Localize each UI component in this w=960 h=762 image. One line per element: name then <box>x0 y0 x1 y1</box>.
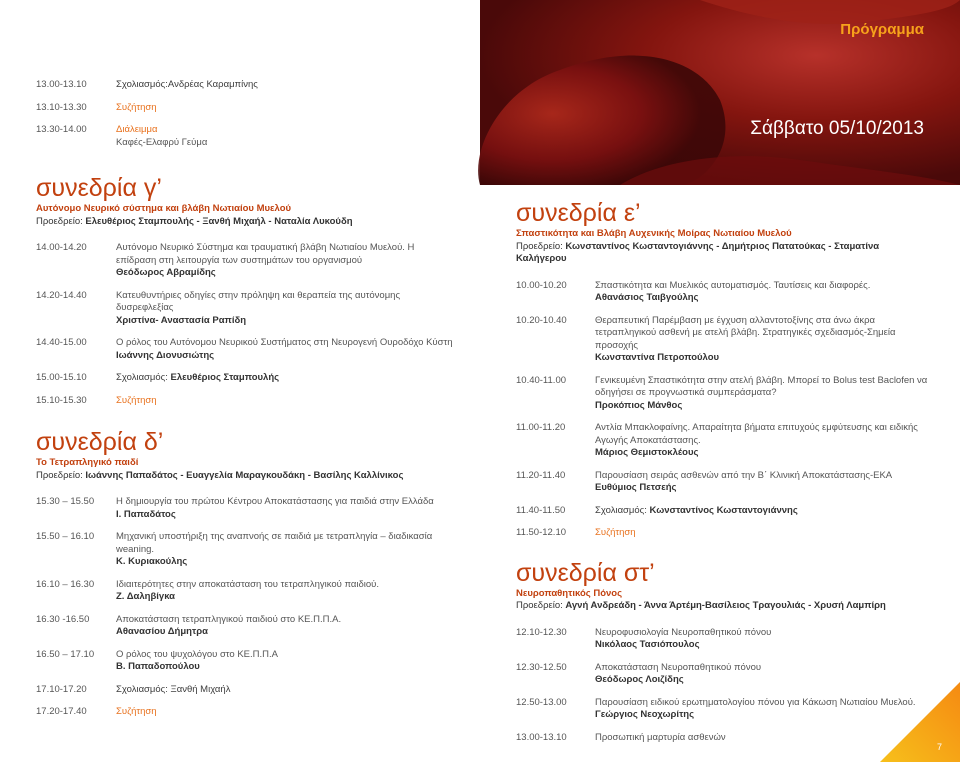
session-theme: Σπαστικότητα και Βλάβη Αυχενικής Μοίρας Νωτιαίου Μυελού <box>516 228 792 239</box>
talk-title: Ο ρόλος του Αυτόνομου Νευρικού Συστήματος στη Νευρογενή Ουροδόχο Κύστη <box>116 337 453 348</box>
time-slot: 13.00-13.10 <box>36 79 87 90</box>
time-slot: 15.00-15.10 <box>36 372 87 383</box>
speaker-name: Γεώργιος Νεοχωρίτης <box>595 709 695 720</box>
discussion-label: Συζήτηση <box>116 101 157 113</box>
talk-title: Ο ρόλος του ψυχολόγου στο ΚΕ.Π.Π.Α <box>116 648 278 660</box>
speaker-name: Ζ. Δαληβίγκα <box>116 591 176 602</box>
time-slot: 13.00-13.10 <box>516 731 567 743</box>
session-theme: Νευροπαθητικός Πόνος <box>516 587 623 599</box>
time-slot: 12.50-13.00 <box>516 696 567 708</box>
talk-title: Προσωπική μαρτυρία ασθενών <box>595 731 726 743</box>
schedule-row <box>516 315 931 365</box>
talk-title: Νευροφυσιολογία Νευροπαθητικού πόνου <box>595 626 772 638</box>
time-slot: 10.00-10.20 <box>516 279 567 291</box>
time-slot: 17.20-17.40 <box>36 706 87 717</box>
schedule-row <box>36 614 456 639</box>
speaker-name: Κ. Κυριακούλης <box>116 556 188 567</box>
talk-title: Γενικευμένη Σπαστικότητα στην ατελή βλάβη. Μπορεί το Bolus test Baclofen να οδηγήσει σε προγνωστικά συμπεράσματα? <box>595 374 928 398</box>
schedule-row <box>36 337 456 362</box>
comment-label: Σχολιασμός: <box>116 683 168 695</box>
schedule-row <box>36 684 456 697</box>
schedule-row <box>516 470 931 495</box>
time-slot: 12.10-12.30 <box>516 626 567 638</box>
schedule-row <box>36 102 456 115</box>
speaker-name: Κωνσταντίνα Πετροπούλου <box>595 352 720 363</box>
schedule-row <box>36 579 456 604</box>
session-title: συνεδρία στ’ <box>516 558 655 587</box>
speaker-name: Ευθύμιος Πετσεής <box>595 482 677 493</box>
session-chair <box>36 216 456 229</box>
schedule-row <box>516 527 931 540</box>
time-slot: 11.00-11.20 <box>516 422 566 433</box>
session-theme: Αυτόνομο Νευρικό σύστημα και βλάβη Νωτιαίου Μυελού <box>36 203 292 214</box>
chair-label: Προεδρείο: <box>516 240 563 252</box>
time-slot: 15.50 – 16.10 <box>36 531 95 542</box>
schedule-row <box>36 79 456 92</box>
talk-title: Κατευθυντήριες οδηγίες στην πρόληψη και θεραπεία της αυτόνομης δυσρεφλεξίας <box>116 289 401 313</box>
time-slot: 13.30-14.00 <box>36 124 87 135</box>
discussion-label: Συζήτηση <box>116 706 157 717</box>
discussion-label: Συζήτηση <box>595 527 636 538</box>
time-slot: 10.40-11.00 <box>516 374 567 386</box>
time-slot: 16.50 – 17.10 <box>36 648 95 660</box>
time-slot: 12.30-12.50 <box>516 661 567 673</box>
talk-title: Αυτόνομο Νευρικό Σύστημα και τραυματική βλάβη Νωτιαίου Μυελού. Η επίδραση στη λειτουργία των συστημάτων του οργανισμού <box>116 242 415 266</box>
chair-label: Προεδρείο: <box>36 215 83 227</box>
time-slot: 15.10-15.30 <box>36 394 87 406</box>
comment-name: Κωνσταντίνος Κωσταντογιάννης <box>649 504 798 516</box>
comment-label: Σχολιασμός: <box>595 504 647 516</box>
session-chair <box>36 470 456 483</box>
chair-names: Ιωάννης Παπαδάτος - Ευαγγελία Μαραγκουδάκη - Βασίλης Καλλίνικος <box>85 469 404 481</box>
schedule-row <box>36 124 456 149</box>
speaker-name: Μάριος Θεμιστοκλέους <box>595 447 699 458</box>
time-slot: 13.10-13.30 <box>36 101 87 113</box>
talk-title: Μηχανική υποστήριξη της αναπνοής σε παιδιά με τετραπληγία – διαδικασία weaning. <box>116 531 433 555</box>
right-column <box>516 198 931 754</box>
speaker-name: Χριστίνα- Αναστασία Ραπίδη <box>116 314 247 326</box>
schedule-row <box>36 531 456 569</box>
schedule-row <box>36 372 456 385</box>
time-slot: 10.20-10.40 <box>516 314 567 326</box>
talk-title: Η δημιουργία του πρώτου Κέντρου Αποκατάστασης για παιδιά στην Ελλάδα <box>116 496 434 507</box>
talk-title: Αποκατάσταση τετραπληγικού παιδιού στο ΚΕ.Π.Π.Α. <box>116 613 342 625</box>
schedule-row <box>516 732 931 745</box>
talk-title: Θεραπευτική Παρέμβαση με έγχυση αλλαντοτοξίνης στα άνω άκρα τετραπληγικού ασθενή με ατελή βλάβη. Στρατηγικές σχεδιασμός-Σημεία προσοχής <box>595 314 896 351</box>
chair-label: Προεδρείο: <box>36 469 83 481</box>
page-number: 7 <box>936 742 942 752</box>
speaker-name: Ιωάννης Διονυσιώτης <box>116 349 215 361</box>
schedule-row <box>516 422 931 460</box>
talk-title: Ιδιαιτερότητες στην αποκατάσταση του τετραπληγικού παιδιού. <box>116 578 380 590</box>
schedule-row <box>516 505 931 518</box>
speaker-name: Ι. Παπαδάτος <box>116 508 176 520</box>
schedule-row <box>36 496 456 521</box>
time-slot: 17.10-17.20 <box>36 683 87 695</box>
session-theme: Το Τετραπληγικό παιδί <box>36 457 139 468</box>
time-slot: 14.40-15.00 <box>36 337 87 348</box>
chair-names: Κωνσταντίνος Κωσταντογιάννης - Δημήτριος Πατατούκας - Σταματίνα Καλήγερου <box>516 240 880 264</box>
comment-name: Ανδρέας Καραμπίνης <box>167 79 258 90</box>
schedule-row <box>36 395 456 408</box>
speaker-name: Αθανασίου Δήμητρα <box>116 626 208 637</box>
session-chair <box>516 600 931 613</box>
speaker-name: Β. Παπαδοπούλου <box>116 661 200 672</box>
session-date: Σάββατο 05/10/2013 <box>750 118 924 139</box>
talk-title: Σπαστικότητα και Μυελικός αυτοματισμός. Ταυτίσεις και διαφορές. <box>595 279 871 291</box>
schedule-row <box>516 662 931 687</box>
session-title: συνεδρία ε’ <box>516 199 641 227</box>
comment-name: Ελευθέριος Σταμπουλής <box>170 372 280 383</box>
chair-names: Αγνή Ανδρεάδη - Άννα Άρτέμη-Βασίλειος Τραγουλιάς - Χρυσή Λαμπίρη <box>565 600 886 611</box>
time-slot: 14.20-14.40 <box>36 289 87 301</box>
schedule-row <box>36 706 456 719</box>
schedule-row <box>516 375 931 413</box>
discussion-label: Συζήτηση <box>116 394 157 406</box>
break-label: Διάλειμμα <box>116 124 158 135</box>
talk-title: Παρουσίαση σειράς ασθενών από την Β΄ Κλινική Αποκατάστασης-ΕΚΑ <box>595 469 893 481</box>
talk-title: Αντλία Μπακλοφαίνης. Απαραίτητα βήματα επιτυχούς εμφύτευσης και ειδικής Αγωγής Αποκατάστασης. <box>595 422 918 446</box>
time-slot: 16.30 -16.50 <box>36 613 90 625</box>
schedule-row <box>516 697 931 722</box>
left-column <box>36 79 456 729</box>
session-title: συνεδρία γ’ <box>36 174 162 202</box>
schedule-row <box>516 280 931 305</box>
session-title: συνεδρία δ’ <box>36 428 164 456</box>
speaker-name: Θεόδωρος Λοιζίδης <box>595 674 684 685</box>
time-slot: 11.20-11.40 <box>516 469 566 481</box>
time-slot: 11.50-12.10 <box>516 527 567 538</box>
comment-label: Σχολιασμός: <box>116 79 168 90</box>
time-slot: 14.00-14.20 <box>36 242 87 253</box>
speaker-name: Θεόδωρος Αβραμίδης <box>116 267 216 278</box>
talk-title: Αποκατάσταση Νευροπαθητικού πόνου <box>595 661 762 673</box>
speaker-name: Προκόπιος Μάνθος <box>595 399 683 411</box>
header-title: Πρόγραμμα <box>840 21 924 38</box>
speaker-name: Αθανάσιος Ταιβγούλης <box>595 292 699 303</box>
session-chair <box>516 241 931 266</box>
time-slot: 11.40-11.50 <box>516 504 566 516</box>
time-slot: 15.30 – 15.50 <box>36 496 95 507</box>
break-subtitle: Καφές-Ελαφρύ Γεύμα <box>116 136 208 148</box>
comment-label: Σχολιασμός: <box>116 372 168 383</box>
schedule-row <box>36 649 456 674</box>
chair-names: Ελευθέριος Σταμπουλής - Ξανθή Μιχαήλ - Ναταλία Λυκούδη <box>85 215 353 227</box>
schedule-row <box>36 290 456 328</box>
speaker-name: Νικόλαος Τασιόπουλος <box>595 639 700 650</box>
chair-label: Προεδρείο: <box>516 600 563 611</box>
schedule-row <box>516 627 931 652</box>
schedule-row <box>36 242 456 280</box>
comment-name: Ξανθή Μιχαήλ <box>170 683 231 695</box>
time-slot: 16.10 – 16.30 <box>36 578 95 590</box>
talk-title: Παρουσίαση ειδικού ερωτηματολογίου πόνου για Κάκωση Νωτιαίου Μυελού. <box>595 696 916 708</box>
